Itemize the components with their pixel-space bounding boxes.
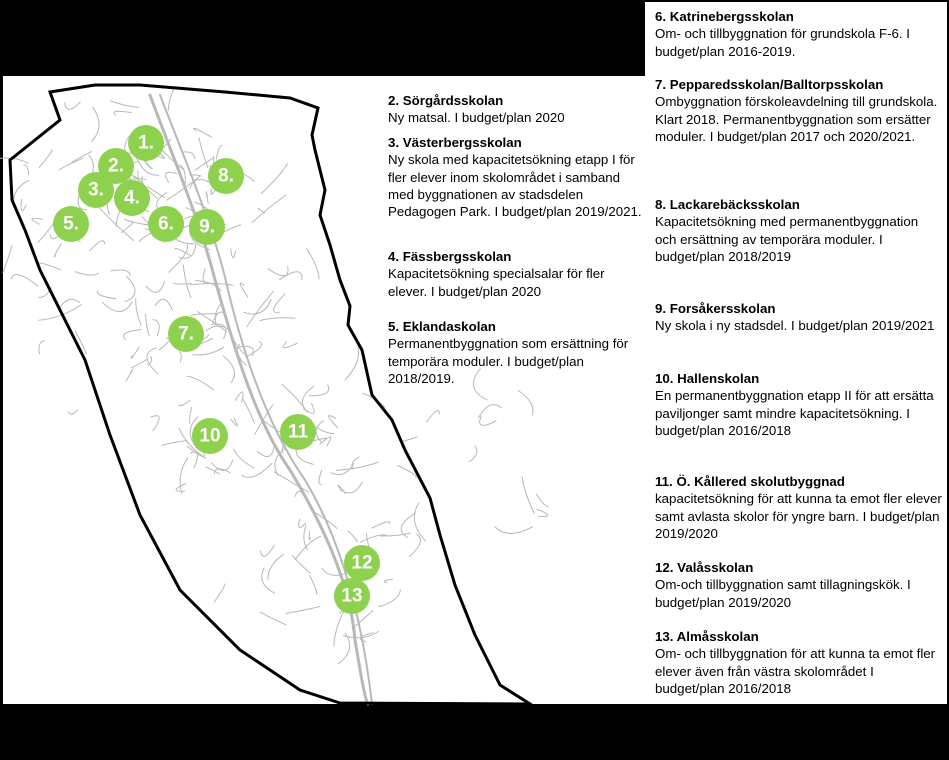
legend-entry	[388, 134, 643, 220]
legend-entry	[388, 248, 643, 300]
road	[214, 584, 225, 602]
road	[206, 192, 208, 204]
legend-entry	[655, 196, 943, 265]
road	[246, 342, 262, 357]
legend-entry	[655, 473, 943, 542]
school-marker-label: 12	[351, 552, 373, 574]
road	[235, 392, 243, 403]
road	[384, 579, 392, 583]
road	[58, 299, 80, 309]
road	[190, 175, 200, 177]
legend-entry	[655, 628, 943, 697]
school-marker-label: 9.	[199, 216, 215, 238]
legend-entry-title: 3. Västerbergsskolan	[388, 135, 522, 150]
road	[268, 267, 288, 276]
road	[191, 452, 198, 468]
legend-entry-description: Ombyggnation förskoleavdelning till grundskola. Klart 2018. Permanentbyggnation som ersätter moduler. I budget/plan 2017 och 2020/2021.	[655, 94, 938, 144]
road	[72, 152, 92, 163]
legend-entry-description: Om- och tillbyggnation för att kunna ta emot fler elever även från västra skolområdet I budget/plan 2016/2018	[655, 646, 936, 696]
legend-entry	[388, 92, 643, 127]
legend-entry-title: 9. Forsåkersskolan	[655, 301, 776, 316]
road	[174, 283, 191, 284]
road	[39, 341, 45, 354]
road	[187, 376, 214, 390]
road	[32, 218, 42, 224]
school-marker-12	[344, 545, 380, 581]
road	[345, 347, 359, 380]
legend-entry-description: Ny matsal. I budget/plan 2020	[388, 110, 565, 126]
legend-entry-title: 11. Ö. Kållered skolutbyggnad	[655, 474, 845, 489]
road	[75, 272, 98, 276]
road	[179, 400, 191, 406]
legend-entry	[655, 300, 943, 335]
road	[11, 274, 38, 286]
road	[283, 342, 297, 348]
legend-entry-description: Ny skola i ny stadsdel. I budget/plan 2019/2021	[655, 318, 935, 334]
school-marker-9	[189, 209, 225, 245]
road	[268, 554, 284, 579]
legend-entry-description: En permanentbyggnation etapp II för att ersätta paviljonger samt mindre kapacitetsökning. I budget/plan 2016/2018	[655, 388, 934, 438]
road	[150, 95, 368, 704]
school-marker-7	[168, 316, 204, 352]
road	[111, 101, 139, 107]
school-marker-label: 1.	[138, 132, 154, 154]
road	[295, 536, 321, 559]
road	[309, 385, 329, 396]
school-marker-label: 10	[199, 425, 221, 447]
road	[114, 111, 131, 115]
legend-entry	[655, 8, 943, 60]
road	[146, 281, 165, 292]
road	[261, 164, 287, 194]
road	[338, 485, 345, 494]
road	[111, 270, 130, 276]
road	[252, 195, 286, 223]
road	[286, 607, 320, 614]
road	[215, 304, 221, 325]
legend-entry	[655, 559, 943, 611]
road	[153, 320, 159, 336]
legend-entry-title: 10. Hallenskolan	[655, 371, 760, 386]
school-marker-11	[280, 414, 316, 450]
road	[260, 612, 286, 625]
road	[189, 407, 191, 424]
legend-entry-title: 12. Valåsskolan	[655, 560, 754, 575]
school-marker-label: 5.	[63, 213, 79, 235]
road	[155, 299, 172, 310]
road	[274, 294, 286, 313]
road	[518, 391, 533, 416]
school-marker-6	[148, 206, 184, 242]
road	[231, 249, 236, 258]
road	[24, 165, 29, 175]
road	[240, 283, 248, 297]
school-marker-label: 2.	[108, 155, 124, 177]
road	[537, 494, 549, 507]
road	[151, 416, 159, 431]
road	[470, 446, 477, 462]
legend-entry-title: 7. Pepparedsskolan/Balltorpsskolan	[655, 77, 884, 92]
road	[537, 509, 548, 516]
road	[162, 441, 188, 446]
road	[348, 531, 357, 542]
school-marker-label: 7.	[178, 323, 194, 345]
road	[131, 347, 139, 358]
road	[480, 416, 496, 425]
legend-entry-description: Permanentbyggnation som ersättning för temporära moduler. I budget/plan 2018/2019.	[388, 336, 629, 386]
road	[414, 503, 426, 541]
road	[402, 437, 418, 442]
road	[199, 138, 208, 168]
road	[146, 314, 150, 335]
school-marker-5	[53, 206, 89, 242]
road	[90, 241, 105, 251]
legend-entry-title: 5. Eklandaskolan	[388, 319, 496, 334]
road	[329, 416, 338, 428]
road	[136, 298, 141, 325]
road	[296, 449, 313, 465]
school-marker-1	[128, 125, 164, 161]
road	[522, 477, 534, 513]
road	[166, 172, 177, 182]
road	[409, 534, 420, 556]
school-marker-label: 4.	[124, 187, 140, 209]
road	[247, 292, 273, 327]
road	[39, 150, 52, 167]
school-marker-label: 11	[287, 421, 309, 443]
road	[0, 158, 28, 163]
legend-entry-description: Kapacitetsökning specialsalar för fler elever. I budget/plan 2020	[388, 266, 605, 299]
road	[126, 369, 133, 380]
road	[122, 222, 134, 233]
road	[307, 249, 320, 279]
road	[193, 347, 224, 355]
legend-entry-title: 4. Fässbergsskolan	[388, 249, 512, 264]
legend-entry-description: Ny skola med kapacitetsökning etapp I för fler elever inom skolområdet i samband med byggnationen av stadsdelen Pedagogen Park. I budget/plan 2019/2021.	[388, 152, 642, 220]
road	[427, 411, 440, 422]
road	[59, 158, 83, 170]
road	[125, 277, 135, 302]
school-marker-13	[334, 578, 370, 614]
road	[223, 356, 234, 383]
road	[299, 519, 306, 527]
road	[206, 326, 231, 331]
legend-entry	[655, 76, 943, 145]
road	[338, 633, 350, 664]
school-marker-label: 3.	[88, 179, 104, 201]
school-marker-label: 6.	[158, 213, 174, 235]
road	[257, 447, 274, 457]
road	[21, 199, 26, 211]
road	[372, 522, 390, 528]
road	[231, 419, 238, 427]
legend-entry-description: Kapacitetsökning med permanentbyggnation och ersättning av temporära moduler. I budget/plan 2018/2019	[655, 214, 919, 264]
school-marker-10	[192, 418, 228, 454]
road	[103, 301, 133, 311]
road	[131, 360, 146, 368]
school-marker-label: 13	[341, 585, 363, 607]
road	[97, 291, 115, 299]
legend-entry	[655, 370, 943, 439]
road	[262, 568, 275, 593]
road	[175, 248, 190, 255]
road	[194, 128, 212, 137]
road	[216, 145, 222, 158]
legend-entry-description: kapacitetsökning för att kunna ta emot fler elever samt avlasta skolor för yngre barn. I budget/plan 2019/2020	[655, 491, 942, 541]
legend-entry-description: Om- och tillbyggnation för grundskola F-6. I budget/plan 2016-2019.	[655, 26, 910, 59]
legend-entry-title: 13. Almåsskolan	[655, 629, 759, 644]
road	[336, 462, 378, 470]
road	[92, 107, 100, 141]
road	[479, 405, 502, 418]
road	[65, 102, 81, 109]
road	[243, 399, 255, 423]
road	[495, 527, 533, 534]
road	[241, 463, 271, 477]
road	[147, 348, 158, 374]
school-marker-8	[208, 158, 244, 194]
road	[3, 246, 12, 273]
road	[292, 556, 310, 574]
road	[180, 458, 188, 494]
school-marker-label: 8.	[218, 165, 234, 187]
legend-entry	[388, 318, 643, 387]
legend-entry-description: Om-och tillbyggnation samt tillagningskök. I budget/plan 2019/2020	[655, 577, 911, 610]
road	[352, 457, 359, 469]
road	[309, 532, 310, 540]
road	[310, 576, 317, 595]
road	[124, 330, 141, 340]
school-marker-4	[114, 180, 150, 216]
road	[68, 410, 77, 414]
road	[183, 265, 191, 298]
legend-entry-title: 8. Lackarebäcksskolan	[655, 197, 800, 212]
road	[261, 546, 275, 557]
school-marker-3	[78, 172, 114, 208]
road	[168, 86, 175, 110]
road	[54, 244, 61, 257]
road	[341, 482, 362, 493]
legend-entry-title: 6. Katrinebergsskolan	[655, 9, 794, 24]
road	[379, 590, 401, 607]
road	[234, 449, 254, 468]
legend-entry-title: 2. Sörgårdsskolan	[388, 93, 504, 108]
road	[260, 318, 295, 321]
road	[319, 470, 322, 484]
road	[214, 469, 230, 474]
